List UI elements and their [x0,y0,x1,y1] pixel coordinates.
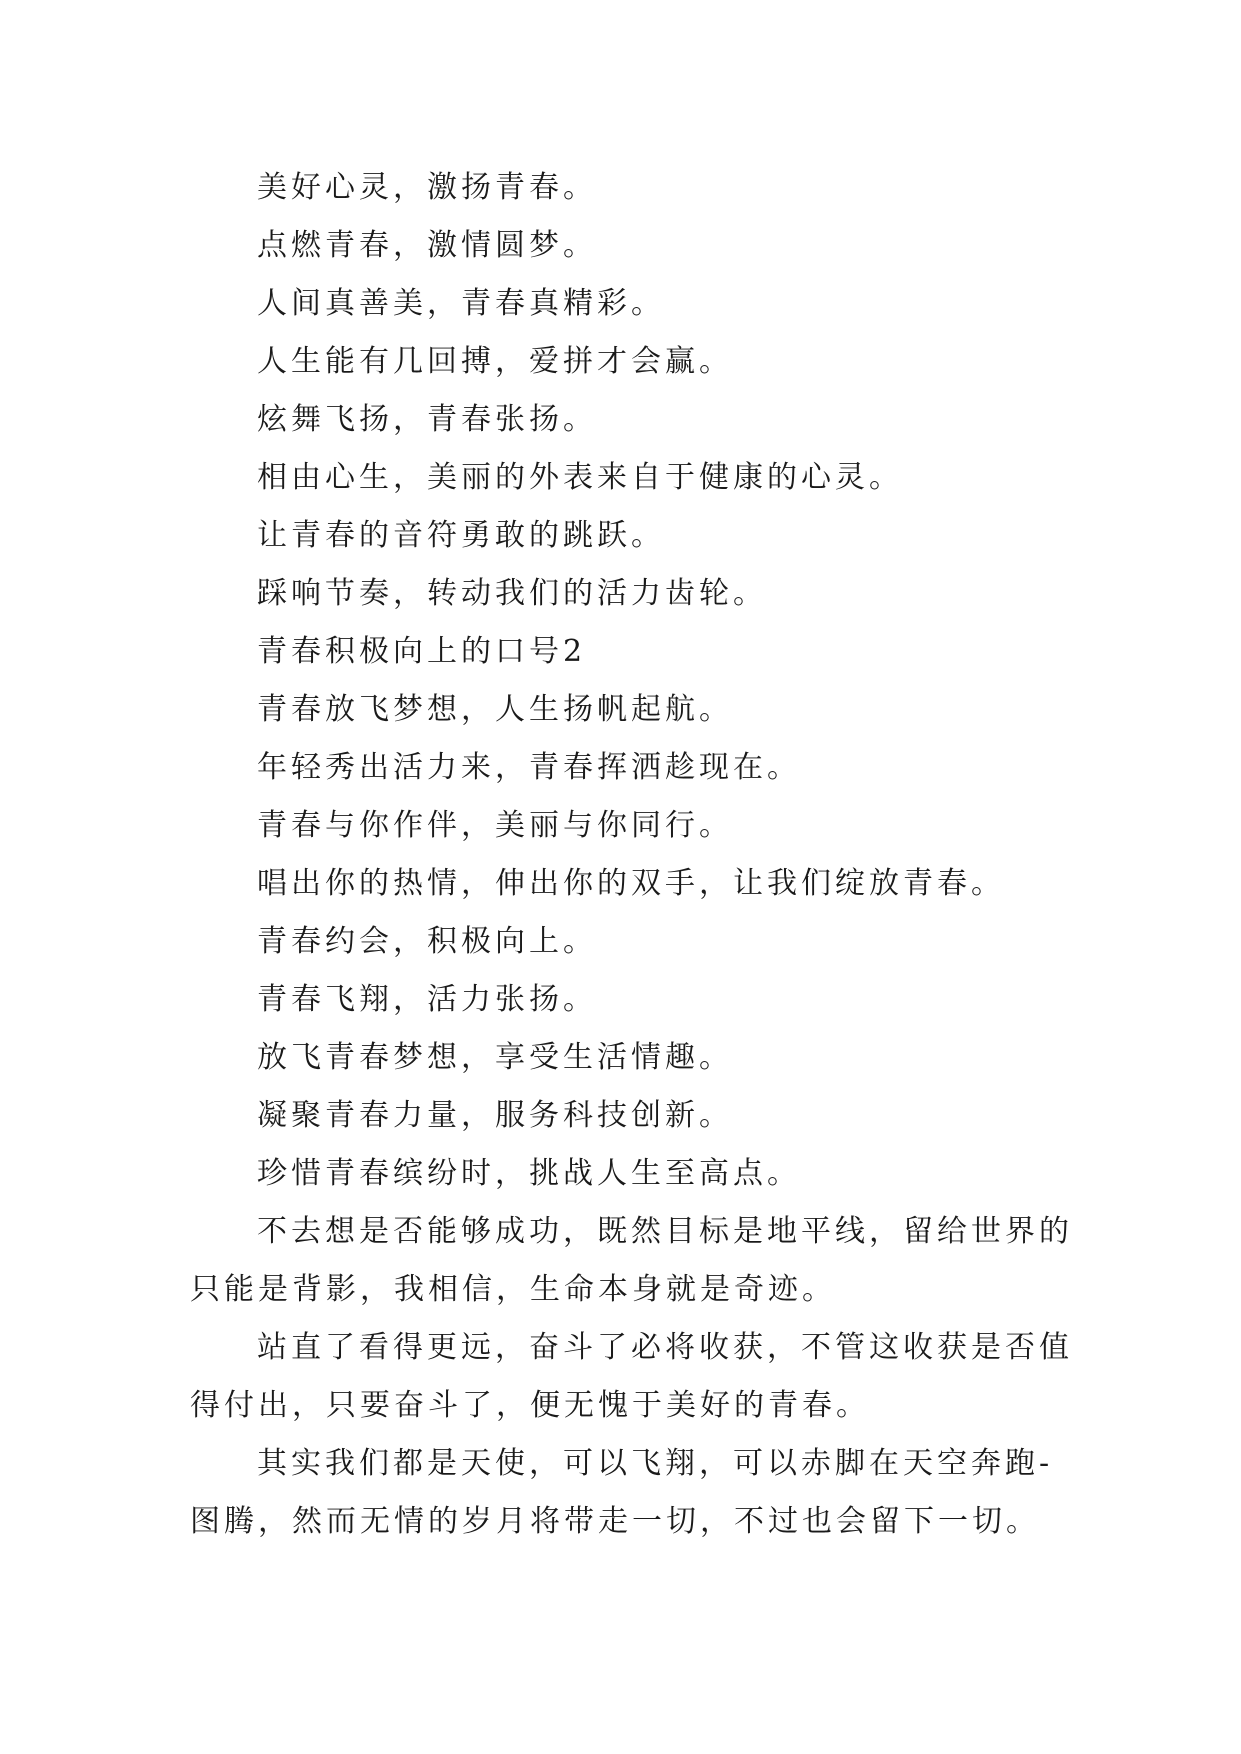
slogan-line: 炫舞飞扬，青春张扬。 [257,402,597,437]
slogan-line: 青春放飞梦想，人生扬帆起航。 [257,692,733,727]
paragraph-line: 站直了看得更远，奋斗了必将收获，不管这收获是否值 [257,1330,1073,1365]
paragraph-line: 只能是背影，我相信，生命本身就是奇迹。 [190,1272,836,1307]
slogan-line: 年轻秀出活力来，青春挥洒趁现在。 [257,750,801,785]
slogan-line: 人生能有几回搏，爱拼才会赢。 [257,344,733,379]
slogan-line: 美好心灵，激扬青春。 [257,170,597,205]
slogan-line: 珍惜青春缤纷时，挑战人生至高点。 [257,1156,801,1191]
slogan-line: 青春约会，积极向上。 [257,924,597,959]
slogan-line: 青春飞翔，活力张扬。 [257,982,597,1017]
paragraph-line: 得付出，只要奋斗了，便无愧于美好的青春。 [190,1388,870,1423]
slogan-line: 相由心生，美丽的外表来自于健康的心灵。 [257,460,903,495]
slogan-line: 人间真善美，青春真精彩。 [257,286,665,321]
slogan-line: 凝聚青春力量，服务科技创新。 [257,1098,733,1133]
slogan-line: 青春与你作伴，美丽与你同行。 [257,808,733,843]
paragraph-line: 不去想是否能够成功，既然目标是地平线，留给世界的 [257,1214,1073,1249]
slogan-line: 放飞青春梦想，享受生活情趣。 [257,1040,733,1075]
paragraph-line: 其实我们都是天使，可以飞翔，可以赤脚在天空奔跑- [257,1446,1054,1481]
paragraph-line: 图腾，然而无情的岁月将带走一切，不过也会留下一切。 [190,1504,1040,1539]
slogan-line: 唱出你的热情，伸出你的双手，让我们绽放青春。 [257,866,1005,901]
section-heading: 青春积极向上的口号2 [257,634,587,669]
slogan-line: 踩响节奏，转动我们的活力齿轮。 [257,576,767,611]
slogan-line: 点燃青春，激情圆梦。 [257,228,597,263]
slogan-line: 让青春的音符勇敢的跳跃。 [257,518,665,553]
